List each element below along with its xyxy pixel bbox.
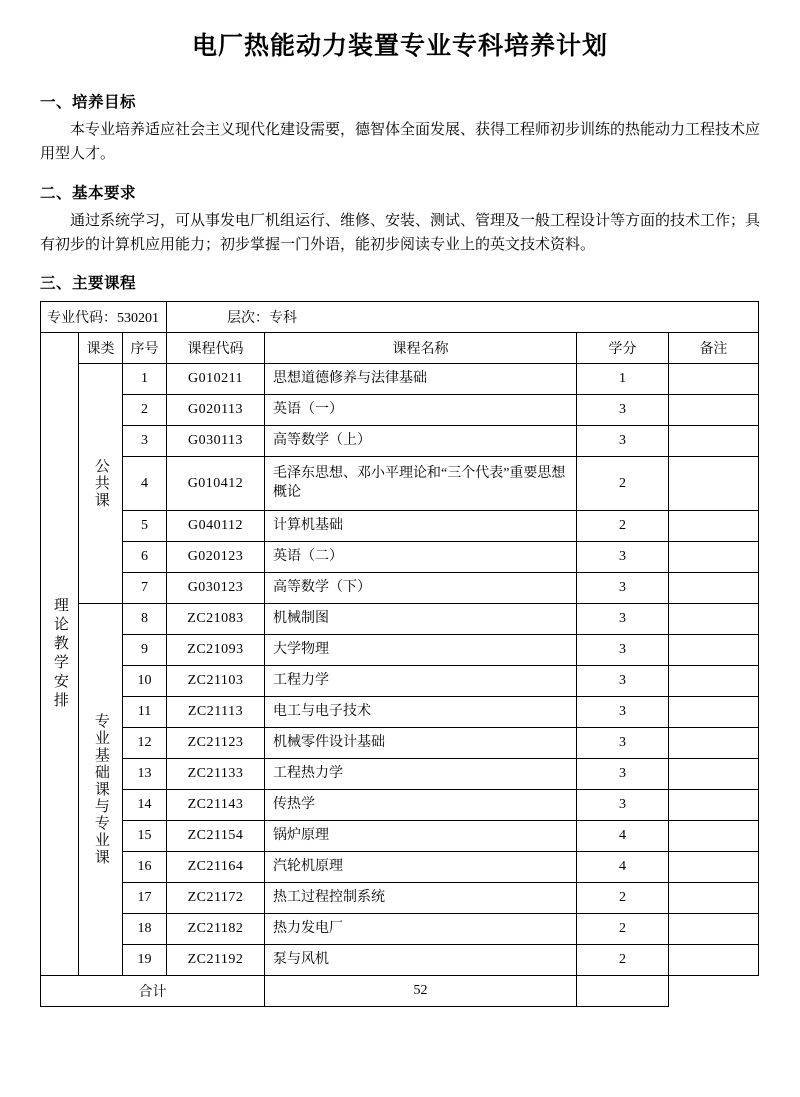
row-name: 思想道德修养与法律基础	[265, 364, 577, 395]
row-code: ZC21083	[167, 604, 265, 635]
row-no: 12	[123, 728, 167, 759]
row-name: 英语（一）	[265, 395, 577, 426]
row-credit: 2	[577, 511, 669, 542]
major-code-label: 专业代码：530201	[41, 302, 167, 333]
row-no: 7	[123, 573, 167, 604]
row-name: 热工过程控制系统	[265, 883, 577, 914]
row-remark	[669, 635, 759, 666]
row-name: 热力发电厂	[265, 914, 577, 945]
row-code: G020113	[167, 395, 265, 426]
row-no: 18	[123, 914, 167, 945]
row-credit: 4	[577, 852, 669, 883]
row-name: 英语（二）	[265, 542, 577, 573]
row-credit: 3	[577, 728, 669, 759]
row-credit: 3	[577, 542, 669, 573]
row-code: G010412	[167, 457, 265, 511]
row-name: 锅炉原理	[265, 821, 577, 852]
row-name: 电工与电子技术	[265, 697, 577, 728]
column-header-remark: 备注	[669, 333, 759, 364]
row-credit: 3	[577, 395, 669, 426]
row-remark	[669, 666, 759, 697]
table-meta-row	[41, 302, 759, 333]
category-cell-major	[79, 604, 123, 976]
table-row	[41, 364, 759, 395]
total-remark	[577, 976, 669, 1007]
row-name: 机械制图	[265, 604, 577, 635]
row-no: 10	[123, 666, 167, 697]
row-no: 8	[123, 604, 167, 635]
category-label-major: 专业基础课与专业课	[92, 713, 109, 867]
row-remark	[669, 759, 759, 790]
row-code: ZC21172	[167, 883, 265, 914]
row-code: ZC21103	[167, 666, 265, 697]
row-credit: 3	[577, 635, 669, 666]
table-row	[41, 395, 759, 426]
section-heading-requirements: 二、基本要求	[40, 184, 137, 202]
section-heading-courses: 三、主要课程	[40, 275, 137, 293]
row-name: 高等数学（上）	[265, 426, 577, 457]
row-remark	[669, 364, 759, 395]
row-no: 19	[123, 945, 167, 976]
page-title: 电厂热能动力装置专业专科培养计划	[191, 31, 608, 60]
column-header-category: 课类	[79, 333, 123, 364]
row-credit: 3	[577, 604, 669, 635]
section-heading-goal: 一、培养目标	[40, 94, 137, 111]
row-remark	[669, 542, 759, 573]
row-credit: 3	[577, 426, 669, 457]
column-header-credit: 学分	[577, 333, 669, 364]
row-credit: 3	[577, 573, 669, 604]
table-row	[41, 914, 759, 945]
row-name: 工程热力学	[265, 759, 577, 790]
row-remark	[669, 457, 759, 511]
table-header-row	[41, 333, 759, 364]
row-remark	[669, 821, 759, 852]
row-name: 高等数学（下）	[265, 573, 577, 604]
row-name: 机械零件设计基础	[265, 728, 577, 759]
row-remark	[669, 945, 759, 976]
row-code: ZC21133	[167, 759, 265, 790]
row-remark	[669, 395, 759, 426]
table-row	[41, 728, 759, 759]
row-credit: 3	[577, 666, 669, 697]
row-code: G040112	[167, 511, 265, 542]
row-no: 11	[123, 697, 167, 728]
row-remark	[669, 511, 759, 542]
row-name: 工程力学	[265, 666, 577, 697]
course-plan-table	[40, 301, 759, 1007]
row-remark	[669, 790, 759, 821]
row-code: ZC21192	[167, 945, 265, 976]
row-no: 13	[123, 759, 167, 790]
category-label-public: 公共课	[92, 458, 109, 510]
row-code: G030123	[167, 573, 265, 604]
table-row	[41, 511, 759, 542]
row-remark	[669, 883, 759, 914]
row-name: 泵与风机	[265, 945, 577, 976]
column-header-name: 课程名称	[265, 333, 577, 364]
row-credit: 2	[577, 883, 669, 914]
row-no: 1	[123, 364, 167, 395]
row-credit: 2	[577, 914, 669, 945]
row-remark	[669, 697, 759, 728]
row-code: ZC21113	[167, 697, 265, 728]
row-remark	[669, 604, 759, 635]
row-remark	[669, 852, 759, 883]
table-row	[41, 635, 759, 666]
row-code: G020123	[167, 542, 265, 573]
row-code: ZC21093	[167, 635, 265, 666]
row-credit: 2	[577, 945, 669, 976]
table-row	[41, 945, 759, 976]
group-label-cell	[41, 333, 79, 976]
table-row	[41, 426, 759, 457]
row-credit: 3	[577, 759, 669, 790]
row-code: ZC21123	[167, 728, 265, 759]
table-row	[41, 604, 759, 635]
row-credit: 2	[577, 457, 669, 511]
level-label: 层次：专科	[167, 302, 759, 333]
row-remark	[669, 573, 759, 604]
row-name: 汽轮机原理	[265, 852, 577, 883]
row-credit: 3	[577, 790, 669, 821]
row-credit: 4	[577, 821, 669, 852]
row-no: 15	[123, 821, 167, 852]
row-name: 传热学	[265, 790, 577, 821]
table-row	[41, 852, 759, 883]
row-code: ZC21164	[167, 852, 265, 883]
row-no: 2	[123, 395, 167, 426]
table-row	[41, 759, 759, 790]
table-row	[41, 883, 759, 914]
row-no: 5	[123, 511, 167, 542]
row-code: G030113	[167, 426, 265, 457]
row-no: 14	[123, 790, 167, 821]
row-name: 计算机基础	[265, 511, 577, 542]
table-row	[41, 790, 759, 821]
section-paragraph-goal: 本专业培养适应社会主义现代化建设需要，德智体全面发展、获得工程师初步训练的热能动力工程技术应用型人才。	[40, 122, 761, 163]
category-cell-public	[79, 364, 123, 604]
row-no: 9	[123, 635, 167, 666]
table-row	[41, 697, 759, 728]
row-remark	[669, 914, 759, 945]
table-row	[41, 542, 759, 573]
row-remark	[669, 728, 759, 759]
column-header-code: 课程代码	[167, 333, 265, 364]
row-no: 4	[123, 457, 167, 511]
table-total-row	[41, 976, 759, 1007]
table-row	[41, 573, 759, 604]
table-row	[41, 666, 759, 697]
row-credit: 1	[577, 364, 669, 395]
table-row	[41, 821, 759, 852]
row-no: 3	[123, 426, 167, 457]
row-remark	[669, 426, 759, 457]
column-header-no: 序号	[123, 333, 167, 364]
row-code: G010211	[167, 364, 265, 395]
total-label: 合计	[41, 976, 265, 1007]
row-name: 毛泽东思想、邓小平理论和“三个代表”重要思想概论	[265, 457, 577, 511]
row-credit: 3	[577, 697, 669, 728]
section-paragraph-requirements: 通过系统学习，可从事发电厂机组运行、维修、安装、测试、管理及一般工程设计等方面的技术工作；具有初步的计算机应用能力；初步掌握一门外语，能初步阅读专业上的英文技术资料。	[40, 212, 761, 253]
row-code: ZC21154	[167, 821, 265, 852]
row-no: 17	[123, 883, 167, 914]
row-no: 16	[123, 852, 167, 883]
row-name: 大学物理	[265, 635, 577, 666]
row-code: ZC21182	[167, 914, 265, 945]
group-label: 理论教学安排	[51, 597, 68, 712]
row-no: 6	[123, 542, 167, 573]
row-code: ZC21143	[167, 790, 265, 821]
total-credit: 52	[265, 976, 577, 1007]
table-row	[41, 457, 759, 511]
